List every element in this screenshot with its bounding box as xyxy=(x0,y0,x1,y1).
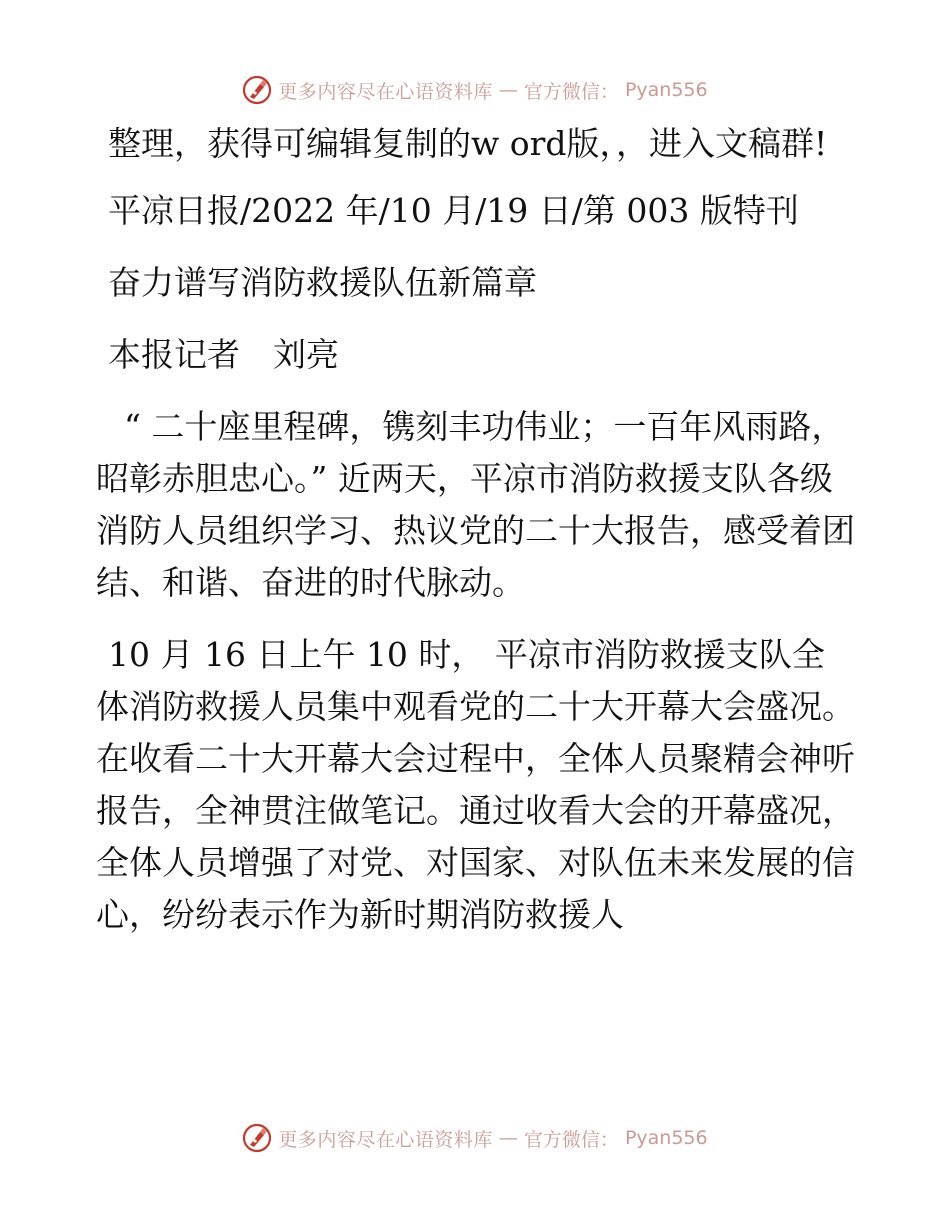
body-paragraph: “ 二十座里程碑，镌刻丰功伟业；一百年风雨路，昭彰赤胆忠心。” 近两天，平凉市消防救援支队各级消防人员组织学习、热议党的二十大报告，感受着团结、和谐、奋进的时代脉动。 xyxy=(96,407,855,602)
watermark-text: 更多内容尽在心语资料库 xyxy=(278,80,493,103)
source-line: 平凉日报/2022 年/10 月/19 日/第 003 版特刊 xyxy=(108,191,799,230)
byline: 本报记者 刘亮 xyxy=(108,335,339,374)
watermark-text: 更多内容尽在心语资料库 xyxy=(278,1128,493,1151)
body-paragraph: 10 月 16 日上午 10 时， 平凉市消防救援支队全体消防救援人员集中观看党的二十大开幕大会盛况。在收看二十大开幕大会过程中，全体人员聚精会神听报告，全神贯注做笔记。通过收看大会的开幕盛况，全体人员增强了对党、对国家、对队伍未来发展的信心，纷纷表示作为新时期消防救援人 xyxy=(96,635,855,934)
watermark-footer xyxy=(0,1118,950,1158)
watermark-separator: — xyxy=(498,79,518,101)
watermark-inner xyxy=(242,75,707,105)
document-body xyxy=(96,118,856,961)
watermark-wechat-id: Pyan556 xyxy=(624,79,708,101)
pen-nib-logo-icon xyxy=(242,1123,272,1153)
watermark-wechat-label: 官方微信： xyxy=(523,1128,619,1151)
watermark-wechat-label: 官方微信： xyxy=(523,80,619,103)
watermark-wechat-id: Pyan556 xyxy=(624,1127,708,1149)
pen-nib-logo-icon xyxy=(242,75,272,105)
article-title: 奋力谱写消防救援队伍新篇章 xyxy=(108,263,537,302)
watermark-inner xyxy=(242,1123,707,1153)
intro-paragraph: 整理，获得可编辑复制的w ord版，，进入文稿群! xyxy=(108,124,828,163)
watermark-separator: — xyxy=(498,1127,518,1149)
watermark-header xyxy=(0,70,950,110)
